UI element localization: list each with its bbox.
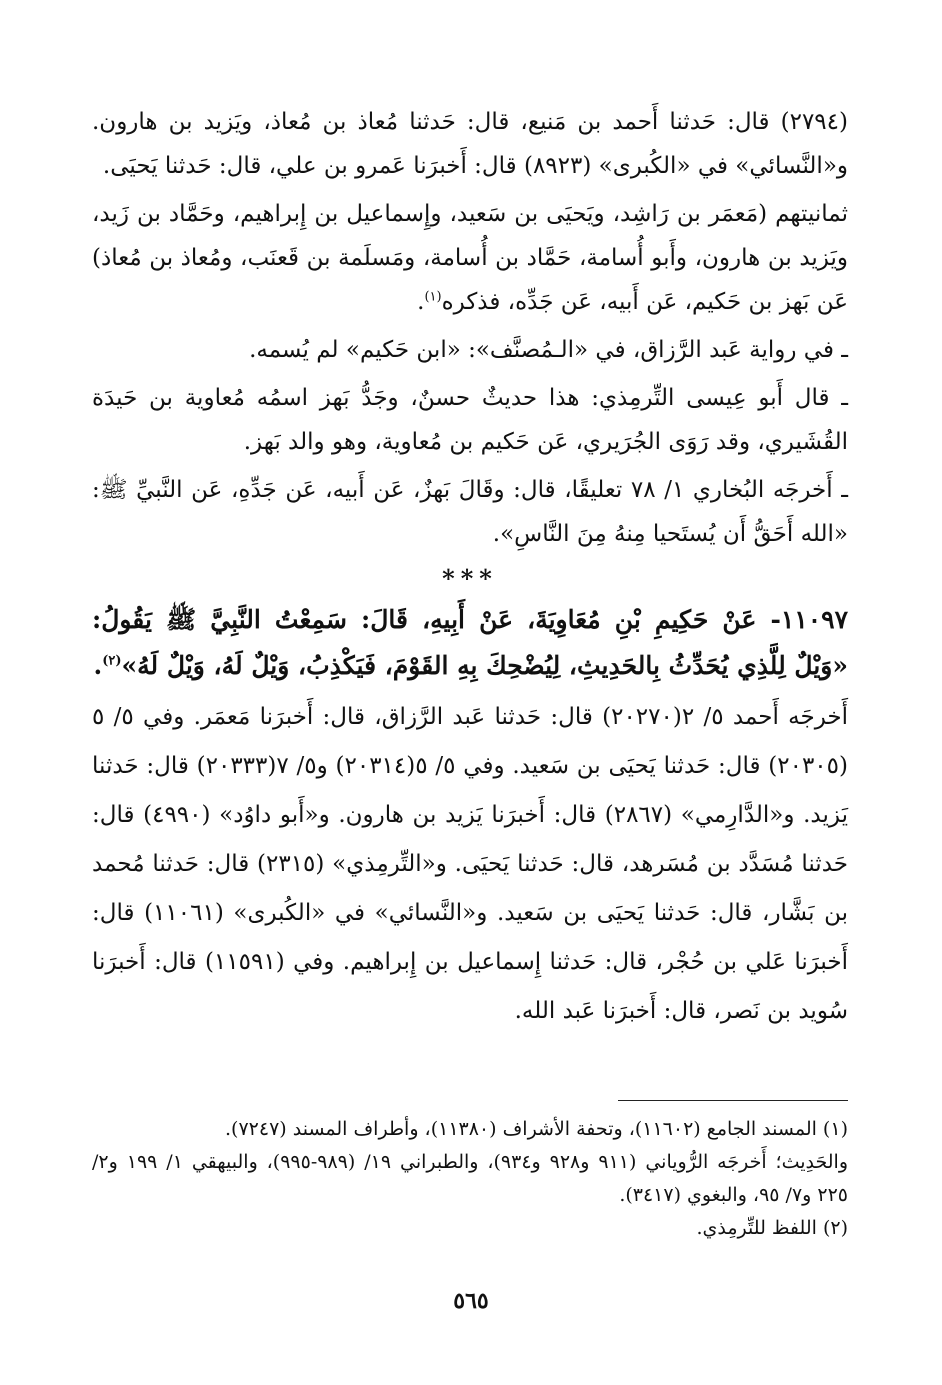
hadith-text xyxy=(92,597,848,689)
takhrij-paragraph xyxy=(92,100,848,188)
hadith-takhrij xyxy=(92,693,848,1036)
hadith-body: ١١٠٩٧- عَنْ حَكِيمِ بْنِ مُعَاوِيَةَ، عَنْ أَبِيهِ، قَالَ: سَمِعْتُ النَّبِيَّ ﷺ يَقُولُ: «وَيْلٌ لِلَّذِي يُحَدِّثُ بِالحَدِيثِ، لِيُضْحِكَ بِهِ القَوْمَ، فَيَكْذِبُ، وَيْلٌ لَهُ، وَيْلٌ لَهُ» xyxy=(92,605,848,680)
hadith-takhrij-text: أَخرجَه أَحمد ٥/ ٢(٢٠٢٧٠) قال: حَدثنا عَبد الرَّزاق، قال: أَخبرَنا مَعمَر. وفي ٥/ ٥ (٢٠٣٠٥) قال: حَدثنا يَحيَى بن سَعيد. وفي ٥/ ٥(٢٠٣١٤) و٥/ ٧(٢٠٣٣٣) قال: حَدثنا يَزيد. و«الدَّارِمي» (٢٨٦٧) قال: أَخبرَنا يَزيد بن هارون. و«أَبو داوُد» (٤٩٩٠) قال: حَدثنا مُسَدَّد بن مُسَرهد، قال: حَدثنا يَحيَى. و«التِّرمِذي» (٢٣١٥) قال: حَدثنا مُحمد بن بَشَّار، قال: حَدثنا يَحيَى بن سَعيد. و«النَّسائي» في «الكُبرى» (١١٠٦١) قال: أَخبرَنا عَلي بن حُجْر، قال: حَدثنا إِسماعيل بن إِبراهيم. وفي (١١٥٩١) قال: أَخبرَنا سُويد بن نَصر، قال: أَخبرَنا عَبد الله. xyxy=(92,704,849,1024)
footnote-ref-1[interactable]: (١) xyxy=(424,289,442,305)
chain-summary-end: . xyxy=(417,289,425,315)
note-abdulrazzaq-text: ـ في رواية عَبد الرَّزاق، في «الـمُصنَّف»: «ابن حَكيم» لم يُسمه. xyxy=(249,337,848,363)
note-bukhari xyxy=(92,468,848,556)
footnote-ref-2[interactable]: (٢) xyxy=(102,653,122,669)
takhrij-text: (٢٧٩٤) قال: حَدثنا أَحمد بن مَنيع، قال: حَدثنا مُعاذ بن مُعاذ، ويَزيد بن هارون. و«النَّسائي» في «الكُبرى» (٨٩٢٣) قال: أَخبرَنا عَمرو بن علي، قال: حَدثنا يَحيَى. xyxy=(92,109,848,179)
page-number: ٥٦٥ xyxy=(453,1288,489,1314)
chain-summary-text: ثمانيتهم (مَعمَر بن رَاشِد، ويَحيَى بن سَعيد، وإِسماعيل بن إِبراهيم، وحَمَّاد بن زَيد، ويَزيد بن هارون، وأَبو أُسامة، حَمَّاد بن أُسامة، ومَسلَمة بن قَعنَب، ومُعاذ بن مُعاذ) عَن بَهز بن حَكيم، عَن أَبيه، عَن جَدِّه، فذكره xyxy=(92,201,848,315)
note-abdulrazzaq xyxy=(92,328,848,372)
chain-summary-paragraph xyxy=(92,192,848,324)
footnote-divider xyxy=(618,1100,848,1101)
footnote-1: (١) المسند الجامع (١١٦٠٢)، وتحفة الأشراف (١١٣٨٠)، وأطراف المسند (٧٢٤٧). xyxy=(225,1118,848,1140)
note-tirmidhi xyxy=(92,376,848,464)
note-tirmidhi-text: ـ قال أَبو عِيسى التِّرمِذي: هذا حديثٌ حسنٌ، وجَدُّ بَهز اسمُه مُعاوية بن حَيدَة القُشَيري، وقد رَوَى الجُرَيري، عَن حَكيم بن مُعاوية، وهو والد بَهز. xyxy=(92,385,848,455)
footnotes xyxy=(92,1100,848,1245)
hadith-end: . xyxy=(93,651,103,680)
section-separator: *** xyxy=(442,564,498,593)
footnote-2: (٢) اللفظ للتِّرمِذي. xyxy=(696,1217,848,1239)
main-text xyxy=(92,100,848,1036)
note-bukhari-text: ـ أَخرجَه البُخاري ١/ ٧٨ تعليقًا، قال: وقَالَ بَهزٌ، عَن أَبيه، عَن جَدِّهِ، عَن النَّبيِّ ﷺ: «الله أَحَقُّ أَن يُستَحيا مِنهُ مِنَ النَّاسِ». xyxy=(92,477,848,547)
footnote-1-continuation: والحَدِيث؛ أَخرجَه الرُّوياني (٩١١ و٩٢٨ و٩٣٤)، والطبراني ١٩/ (٩٨٩-٩٩٥)، والبيهقي ١/ ١٩٩ و٢/ ٢٢٥ و٧/ ٩٥، والبغوي (٣٤١٧). xyxy=(92,1151,849,1206)
